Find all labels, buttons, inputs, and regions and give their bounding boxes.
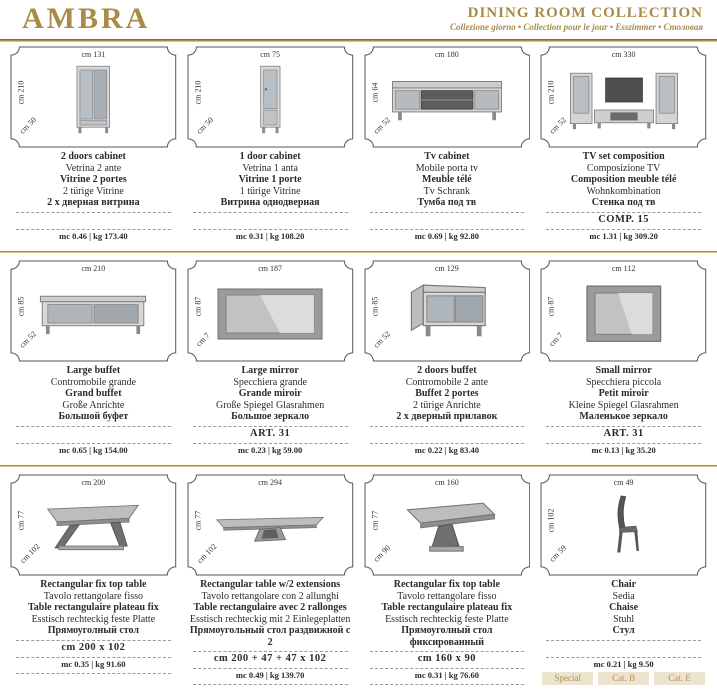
product-name-line: 2 х дверная витрина xyxy=(47,197,140,208)
height-dimension-label: cm 85 xyxy=(16,296,26,317)
depth-dimension-label: cm 102 xyxy=(18,541,42,566)
fix-table-sketch xyxy=(33,498,153,557)
product-name-line: Buffet 2 portes xyxy=(415,388,479,399)
product-card xyxy=(364,474,531,686)
product-name-line: Stuhl xyxy=(613,613,635,625)
buffet-2-doors-sketch xyxy=(390,278,503,349)
height-dimension-label: cm 87 xyxy=(193,296,203,317)
height-dimension-label: cm 77 xyxy=(16,510,26,531)
product-frame xyxy=(540,474,707,576)
product-name-line: Vetrina 2 ante xyxy=(65,162,122,174)
product-name-line: Vitrine 1 porte xyxy=(238,174,302,185)
dashed-divider xyxy=(370,667,525,669)
product-name-line: Chair xyxy=(611,579,637,590)
dashed-divider xyxy=(370,211,525,213)
dashed-divider xyxy=(16,639,171,641)
product-name-line: 1 door cabinet xyxy=(239,151,301,162)
product-note xyxy=(540,642,707,654)
depth-dimension-label: cm 52 xyxy=(371,329,392,350)
product-name-line: Contromobile grande xyxy=(50,376,136,388)
product-name-line: Tv cabinet xyxy=(424,151,470,162)
product-card xyxy=(10,474,177,686)
product-name-line: Chaise xyxy=(609,602,639,613)
product-names xyxy=(10,151,177,209)
product-sketch xyxy=(187,46,354,148)
product-name-line: 2 doors buffet xyxy=(417,365,477,376)
product-text xyxy=(540,148,707,242)
product-note: cm 200 x 102 xyxy=(61,641,126,653)
product-card xyxy=(540,260,707,462)
product-frame xyxy=(10,46,177,148)
product-name-line: Большой буфет xyxy=(58,411,129,422)
row-divider xyxy=(0,251,717,253)
depth-dimension-label: cm 7 xyxy=(547,330,565,349)
dashed-divider xyxy=(193,442,348,444)
product-name-line: Прямоугольный стол раздвижной с 2 xyxy=(189,625,351,648)
height-dimension-label: cm 210 xyxy=(193,80,203,105)
product-name-line: Specchiera piccola xyxy=(586,376,662,388)
dashed-divider xyxy=(546,442,701,444)
dashed-divider xyxy=(193,211,348,213)
dashed-divider xyxy=(193,228,348,230)
volume-weight-spec: mc 0.21 | kg 9.50 xyxy=(593,658,654,669)
dashed-divider xyxy=(16,425,171,427)
width-dimension-label: cm 210 xyxy=(81,264,106,273)
product-note xyxy=(10,214,177,226)
collection-subtitle: Collezione giorno • Collection pour le jour • Esszimmer • Столовая xyxy=(450,22,703,32)
product-names xyxy=(364,151,531,209)
product-name-line: Esstisch rechteckig mit 2 Einlegeplatten xyxy=(189,613,351,625)
product-name-line: Table rectangulaire plateau fix xyxy=(381,602,513,613)
product-card xyxy=(540,46,707,248)
product-text xyxy=(187,576,354,686)
product-name-line: TV set composition xyxy=(582,151,665,162)
product-note: ART. 31 xyxy=(249,427,291,439)
height-dimension-label: cm 87 xyxy=(546,296,556,317)
volume-weight-spec: mc 1.31 | kg 309.20 xyxy=(589,230,658,241)
category-chip: Special xyxy=(542,672,593,685)
dashed-divider xyxy=(193,425,348,427)
extension-table-sketch xyxy=(210,507,330,550)
product-note: COMP. 15 xyxy=(598,213,650,225)
dashed-divider xyxy=(16,211,171,213)
page-header xyxy=(0,0,717,38)
large-buffet-sketch xyxy=(33,287,153,341)
product-name-line: Прямоуголный стол фиксированный xyxy=(401,625,493,648)
volume-weight-spec: mc 0.13 | kg 35.20 xyxy=(591,444,656,455)
product-note: cm 160 x 90 xyxy=(417,653,477,664)
product-note: ART. 31 xyxy=(603,427,644,439)
product-names xyxy=(10,579,177,637)
width-dimension-label: cm 75 xyxy=(260,50,281,59)
height-dimension-label: cm 102 xyxy=(546,508,556,533)
product-sketch xyxy=(364,46,531,148)
product-name-line: Große Spiegel Glasrahmen xyxy=(215,399,325,411)
product-sketch xyxy=(540,46,707,148)
product-frame xyxy=(10,474,177,576)
product-frame xyxy=(540,260,707,362)
product-text xyxy=(364,148,531,242)
product-row-3 xyxy=(0,470,717,683)
product-name-line: Sedia xyxy=(612,590,635,602)
product-names xyxy=(187,151,354,209)
depth-dimension-label: cm 52 xyxy=(547,115,569,136)
product-text xyxy=(10,362,177,456)
tv-cabinet-sketch xyxy=(387,75,507,125)
product-name-line: 2 türige Vitrine xyxy=(62,185,124,197)
product-name-line: Tavolo rettangolare fisso xyxy=(397,590,497,602)
product-frame xyxy=(364,474,531,576)
cabinet-1-door-sketch xyxy=(254,64,287,135)
small-mirror-sketch xyxy=(572,278,676,349)
product-card xyxy=(364,260,531,462)
width-dimension-label: cm 294 xyxy=(258,478,283,487)
product-name-line: Тумба под тв xyxy=(417,197,477,208)
dashed-divider xyxy=(16,672,171,674)
product-name-line: Contromobile 2 ante xyxy=(405,376,488,388)
product-note xyxy=(364,214,531,226)
product-name-line: Esstisch rechteckig feste Platte xyxy=(385,613,509,625)
product-text xyxy=(10,576,177,675)
product-name-line: Rectangular fix top table xyxy=(393,579,500,590)
category-chip: Cat. E xyxy=(654,672,705,685)
width-dimension-label: cm 187 xyxy=(258,264,283,273)
product-name-line: Маленькое зеркало xyxy=(579,411,668,422)
product-name-line: Стенка под тв xyxy=(591,197,656,208)
product-name-line: Meuble télé xyxy=(422,174,472,185)
volume-weight-spec: mc 0.49 | kg 139.70 xyxy=(235,670,305,680)
height-dimension-label: cm 210 xyxy=(546,80,556,105)
product-note xyxy=(187,214,354,226)
depth-dimension-label: cm 102 xyxy=(195,541,219,566)
product-text xyxy=(540,362,707,456)
collection-title: DINING ROOM COLLECTION xyxy=(467,5,703,21)
product-name-line: Стул xyxy=(612,625,635,636)
product-card xyxy=(10,46,177,248)
product-card xyxy=(540,474,707,686)
product-name-line: Mobile porta tv xyxy=(415,162,478,174)
dashed-divider xyxy=(546,425,701,427)
product-note: cm 200 + 47 + 47 x 102 xyxy=(213,653,327,664)
dashed-divider xyxy=(546,656,701,658)
dashed-divider xyxy=(16,442,171,444)
product-name-line: Rectangular fix top table xyxy=(40,579,147,590)
volume-weight-spec: mc 0.35 | kg 91.60 xyxy=(61,658,126,669)
product-frame xyxy=(187,260,354,362)
product-sketch xyxy=(10,474,177,576)
product-name-line: Vetrina 1 anta xyxy=(242,162,298,174)
product-frame xyxy=(540,46,707,148)
product-name-line: Large buffet xyxy=(66,365,121,376)
product-sketch xyxy=(540,474,707,576)
width-dimension-label: cm 330 xyxy=(611,50,636,59)
dashed-divider xyxy=(546,228,701,230)
product-names xyxy=(364,579,531,648)
depth-dimension-label: cm 52 xyxy=(17,329,39,350)
product-name-line: 2 х дверный прилавок xyxy=(396,411,498,422)
width-dimension-label: cm 131 xyxy=(81,50,106,59)
product-card xyxy=(364,46,531,248)
height-dimension-label: cm 64 xyxy=(370,82,379,103)
product-note xyxy=(10,428,177,440)
dashed-divider xyxy=(193,667,348,669)
height-dimension-label: cm 85 xyxy=(370,296,379,317)
product-name-line: Small mirror xyxy=(595,365,652,376)
volume-weight-spec: mc 0.23 | kg 59.00 xyxy=(238,444,303,455)
width-dimension-label: cm 160 xyxy=(434,478,459,487)
dashed-divider xyxy=(370,683,525,685)
product-name-line: Tavolo rettangolare con 2 allunghi xyxy=(201,590,339,602)
product-name-line: Витрина однодверная xyxy=(220,197,320,208)
product-name-line: Grand buffet xyxy=(65,388,122,399)
product-frame xyxy=(364,260,531,362)
product-names xyxy=(187,579,354,648)
dashed-divider xyxy=(370,425,525,427)
depth-dimension-label: cm 50 xyxy=(17,115,39,136)
dashed-divider xyxy=(193,650,348,652)
product-card xyxy=(10,260,177,462)
product-names xyxy=(187,365,354,423)
width-dimension-label: cm 180 xyxy=(434,50,459,59)
product-text xyxy=(364,576,531,686)
category-chip: Cat. B xyxy=(598,672,649,685)
product-names xyxy=(540,365,707,423)
product-name-line: Vitrine 2 portes xyxy=(59,174,127,185)
product-note xyxy=(364,428,531,440)
dashed-divider xyxy=(193,683,348,685)
height-dimension-label: cm 77 xyxy=(193,510,203,531)
product-row-1 xyxy=(0,42,717,248)
product-name-line: Большое зеркало xyxy=(231,411,310,422)
volume-weight-spec: mc 0.69 | kg 92.80 xyxy=(414,230,479,241)
product-name-line: 2 doors cabinet xyxy=(60,151,126,162)
product-text xyxy=(364,362,531,456)
product-name-line: Tv Schrank xyxy=(423,185,471,197)
product-sketch xyxy=(187,474,354,576)
depth-dimension-label: cm 7 xyxy=(193,330,212,349)
chair-sketch xyxy=(604,492,643,563)
width-dimension-label: cm 200 xyxy=(81,478,106,487)
product-frame xyxy=(187,46,354,148)
product-text xyxy=(10,148,177,242)
product-frame xyxy=(10,260,177,362)
product-name-line: Specchiera grande xyxy=(233,376,307,388)
volume-weight-spec: mc 0.46 | kg 173.40 xyxy=(59,230,128,241)
height-dimension-label: cm 210 xyxy=(16,80,26,105)
product-sketch xyxy=(540,260,707,362)
volume-weight-spec: mc 0.31 | kg 108.20 xyxy=(235,230,305,241)
product-name-line: Petit miroir xyxy=(598,388,649,399)
dashed-divider xyxy=(370,442,525,444)
product-text xyxy=(187,362,354,456)
small-fix-table-sketch xyxy=(394,492,500,563)
product-name-line: 2 türige Anrichte xyxy=(412,399,481,411)
dashed-divider xyxy=(370,650,525,652)
product-sketch xyxy=(364,474,531,576)
width-dimension-label: cm 49 xyxy=(613,478,634,487)
height-dimension-label: cm 77 xyxy=(370,510,379,531)
tv-set-composition-sketch xyxy=(564,66,684,135)
dashed-divider xyxy=(546,211,701,213)
product-names xyxy=(364,365,531,423)
collection-header xyxy=(450,3,703,33)
product-text xyxy=(540,576,707,685)
product-name-line: Composizione TV xyxy=(586,162,661,174)
width-dimension-label: cm 129 xyxy=(434,264,459,273)
depth-dimension-label: cm 50 xyxy=(194,115,215,136)
product-name-line: Прямоуголный стол xyxy=(47,625,140,636)
product-sketch xyxy=(187,260,354,362)
product-text xyxy=(187,148,354,242)
product-frame xyxy=(364,46,531,148)
product-names xyxy=(540,579,707,637)
product-row-2 xyxy=(0,256,717,462)
product-names xyxy=(10,365,177,423)
volume-weight-spec: mc 0.65 | kg 154.00 xyxy=(59,444,128,455)
dashed-divider xyxy=(546,639,701,641)
dashed-divider xyxy=(16,656,171,658)
product-name-line: Composition meuble télé xyxy=(570,174,677,185)
width-dimension-label: cm 112 xyxy=(611,264,636,273)
product-name-line: Kleine Spiegel Glasrahmen xyxy=(568,399,679,411)
depth-dimension-label: cm 90 xyxy=(371,543,392,564)
product-name-line: Esstisch rechteckig feste Platte xyxy=(31,613,156,625)
product-name-line: Wohnkombination xyxy=(586,185,661,197)
volume-weight-spec: mc 0.22 | kg 83.40 xyxy=(414,444,479,455)
category-chips xyxy=(542,672,705,685)
dashed-divider xyxy=(16,228,171,230)
product-name-line: Rectangular table w/2 extensions xyxy=(200,579,341,590)
brand-logo: AMBRA xyxy=(22,2,151,35)
dashed-divider xyxy=(370,228,525,230)
product-card xyxy=(187,46,354,248)
product-card xyxy=(187,474,354,686)
product-name-line: Grande miroir xyxy=(238,388,302,399)
product-names xyxy=(540,151,707,209)
large-mirror-sketch xyxy=(210,283,330,345)
product-card xyxy=(187,260,354,462)
product-name-line: Große Anrichte xyxy=(62,399,125,411)
product-name-line: Tavolo rettangolare fisso xyxy=(43,590,144,602)
product-sketch xyxy=(10,260,177,362)
product-name-line: Table rectangulaire plateau fix xyxy=(28,602,159,613)
depth-dimension-label: cm 52 xyxy=(371,115,392,136)
product-name-line: Table rectangulaire avec 2 rallonges xyxy=(193,602,347,613)
product-sketch xyxy=(364,260,531,362)
volume-weight-spec: mc 0.31 | kg 76.60 xyxy=(414,670,479,680)
product-sketch xyxy=(10,46,177,148)
depth-dimension-label: cm 59 xyxy=(547,543,569,564)
row-divider xyxy=(0,465,717,467)
cabinet-2-doors-sketch xyxy=(71,64,116,135)
product-name-line: Large mirror xyxy=(241,365,299,376)
product-frame xyxy=(187,474,354,576)
product-name-line: 1 türige Vitrine xyxy=(239,185,301,197)
